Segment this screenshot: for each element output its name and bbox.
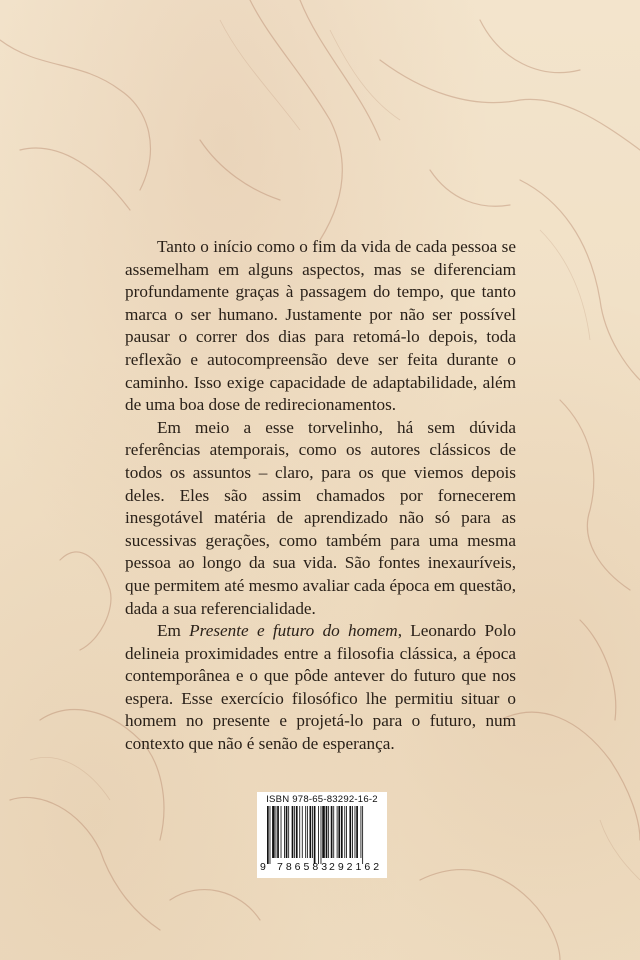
barcode-bar [356, 806, 358, 858]
isbn-label: ISBN 978-65-83292-16-2 [266, 794, 378, 805]
barcode-bar [344, 806, 345, 858]
barcode-digit-first: 9 [260, 861, 266, 873]
barcode-bar [346, 806, 347, 858]
barcode-bar [322, 806, 325, 858]
barcode-bar [352, 806, 353, 858]
barcode-digits-right: 292162 [329, 861, 383, 873]
barcode-bar [321, 806, 322, 864]
back-cover-blurb [125, 236, 516, 756]
blurb-paragraph-2: Em meio a esse torvelinho, há sem dúvida referências atemporais, como os autores clássicos de todos os assuntos – claro, para os que viemos depois deles. Eles são assim chamados por fornecerem inesgotável matéria de aprendizado não só para as sucessivas gerações, como também para uma mesma pessoa ao longo da sua vida. São fontes inexauríveis, que permitem até mesmo avaliar cada época em questão, dada a sua referencialidade. [125, 417, 516, 618]
barcode-bar [284, 806, 285, 858]
book-title-reference: Presente e futuro do homem [189, 621, 398, 641]
barcode-bar [314, 806, 316, 864]
barcode-bar [349, 806, 351, 858]
barcode-bar [310, 806, 312, 858]
barcode-bar [292, 806, 294, 858]
barcode-bar [337, 806, 338, 858]
barcode-bar [272, 806, 275, 858]
barcode-bar [276, 806, 277, 858]
barcode-bar [288, 806, 289, 858]
barcode-bar [281, 806, 282, 858]
barcode-bar [307, 806, 308, 858]
barcode-bar [267, 806, 269, 864]
barcode-bar [270, 806, 271, 864]
barcode-bar [318, 806, 319, 864]
barcode-bar [338, 806, 340, 858]
barcode-bar [333, 806, 334, 858]
barcode-bar [294, 806, 295, 858]
barcode-bar [341, 806, 343, 858]
blurb-paragraph-3 [125, 620, 516, 756]
barcode-bar [277, 806, 279, 858]
isbn-barcode [257, 792, 387, 878]
barcode-bar [302, 806, 303, 858]
barcode-bars [261, 806, 383, 864]
barcode-bar [305, 806, 306, 858]
barcode-bar [331, 806, 333, 858]
barcode-bar [296, 806, 298, 858]
barcode-bar [361, 806, 362, 858]
barcode-bar [312, 806, 313, 858]
barcode-bar [326, 806, 328, 858]
barcode-bar [355, 806, 356, 858]
barcode-bar [286, 806, 288, 858]
barcode-bar [362, 806, 363, 864]
barcode-bar [328, 806, 329, 858]
barcode-digits-left: 786583 [277, 861, 331, 873]
blurb-paragraph-3-rest: , Leonardo Polo delineia proximidades entre a filosofia clássica, a época contemporânea e o que pôde antever do futuro que nos espera. Esse exercício filosófico lhe permitiu situar o homem no presente e projetá-lo para o futuro, num contexto que não é senão de esperança. [125, 621, 516, 754]
barcode-bar [299, 806, 300, 858]
blurb-paragraph-3-lead: Em [157, 621, 190, 641]
blurb-paragraph-1: Tanto o início como o fim da vida de cada pessoa se assemelham em alguns aspectos, mas se diferenciam profundamente graças à passagem do tempo, que tanto marca o ser humano. Justamente por não ser possível pausar o correr dos dias para retomá-lo depois, toda reflexão e autocompreensão deve ser feita durante o caminho. Isso exige capacidade de adaptabilidade, além de uma boa dose de redirecionamentos. [125, 237, 516, 415]
